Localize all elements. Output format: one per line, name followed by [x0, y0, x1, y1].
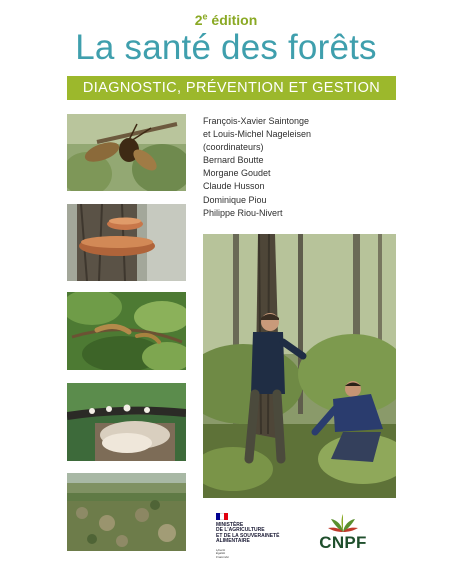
- cnpf-logo: [312, 511, 374, 555]
- author-line: Morgane Goudet: [203, 168, 271, 179]
- book-title: La santé des forêts: [75, 28, 377, 67]
- photo-bracket-fungus: [67, 204, 186, 281]
- author-line: Dominique Piou: [203, 194, 267, 205]
- edition-label: 2e édition: [194, 11, 258, 28]
- author-list: [203, 115, 403, 220]
- leaf-sprout-icon: [327, 511, 359, 533]
- author-line: Philippe Riou-Nivert: [203, 207, 283, 218]
- ministry-logo: [216, 513, 316, 559]
- photo-insect: [67, 114, 186, 191]
- french-flag-icon: [216, 513, 228, 520]
- author-line: Bernard Boutte: [203, 155, 264, 166]
- author-line: Claude Husson: [203, 181, 265, 192]
- author-line: et Louis-Michel Nageleisen: [203, 129, 312, 140]
- photo-aerial-forest: [67, 473, 186, 551]
- author-line: François-Xavier Saintonge: [203, 116, 310, 126]
- photo-foresters: [203, 234, 396, 498]
- photo-fungal-bark: [67, 383, 186, 461]
- publisher-name: CNPF: [319, 533, 367, 552]
- photo-caterpillar-leaves: [67, 292, 186, 370]
- republic-motto: Liberté Égalité Fraternité: [216, 548, 229, 559]
- author-line: (coordinateurs): [203, 142, 264, 153]
- book-subtitle: DIAGNOSTIC, PRÉVENTION ET GESTION: [82, 80, 381, 96]
- subtitle-band: [67, 76, 396, 100]
- ministry-name: MINISTÈRE DE L'AGRICULTURE ET DE LA SOUVERAINETÉ ALIMENTAIRE: [216, 522, 280, 544]
